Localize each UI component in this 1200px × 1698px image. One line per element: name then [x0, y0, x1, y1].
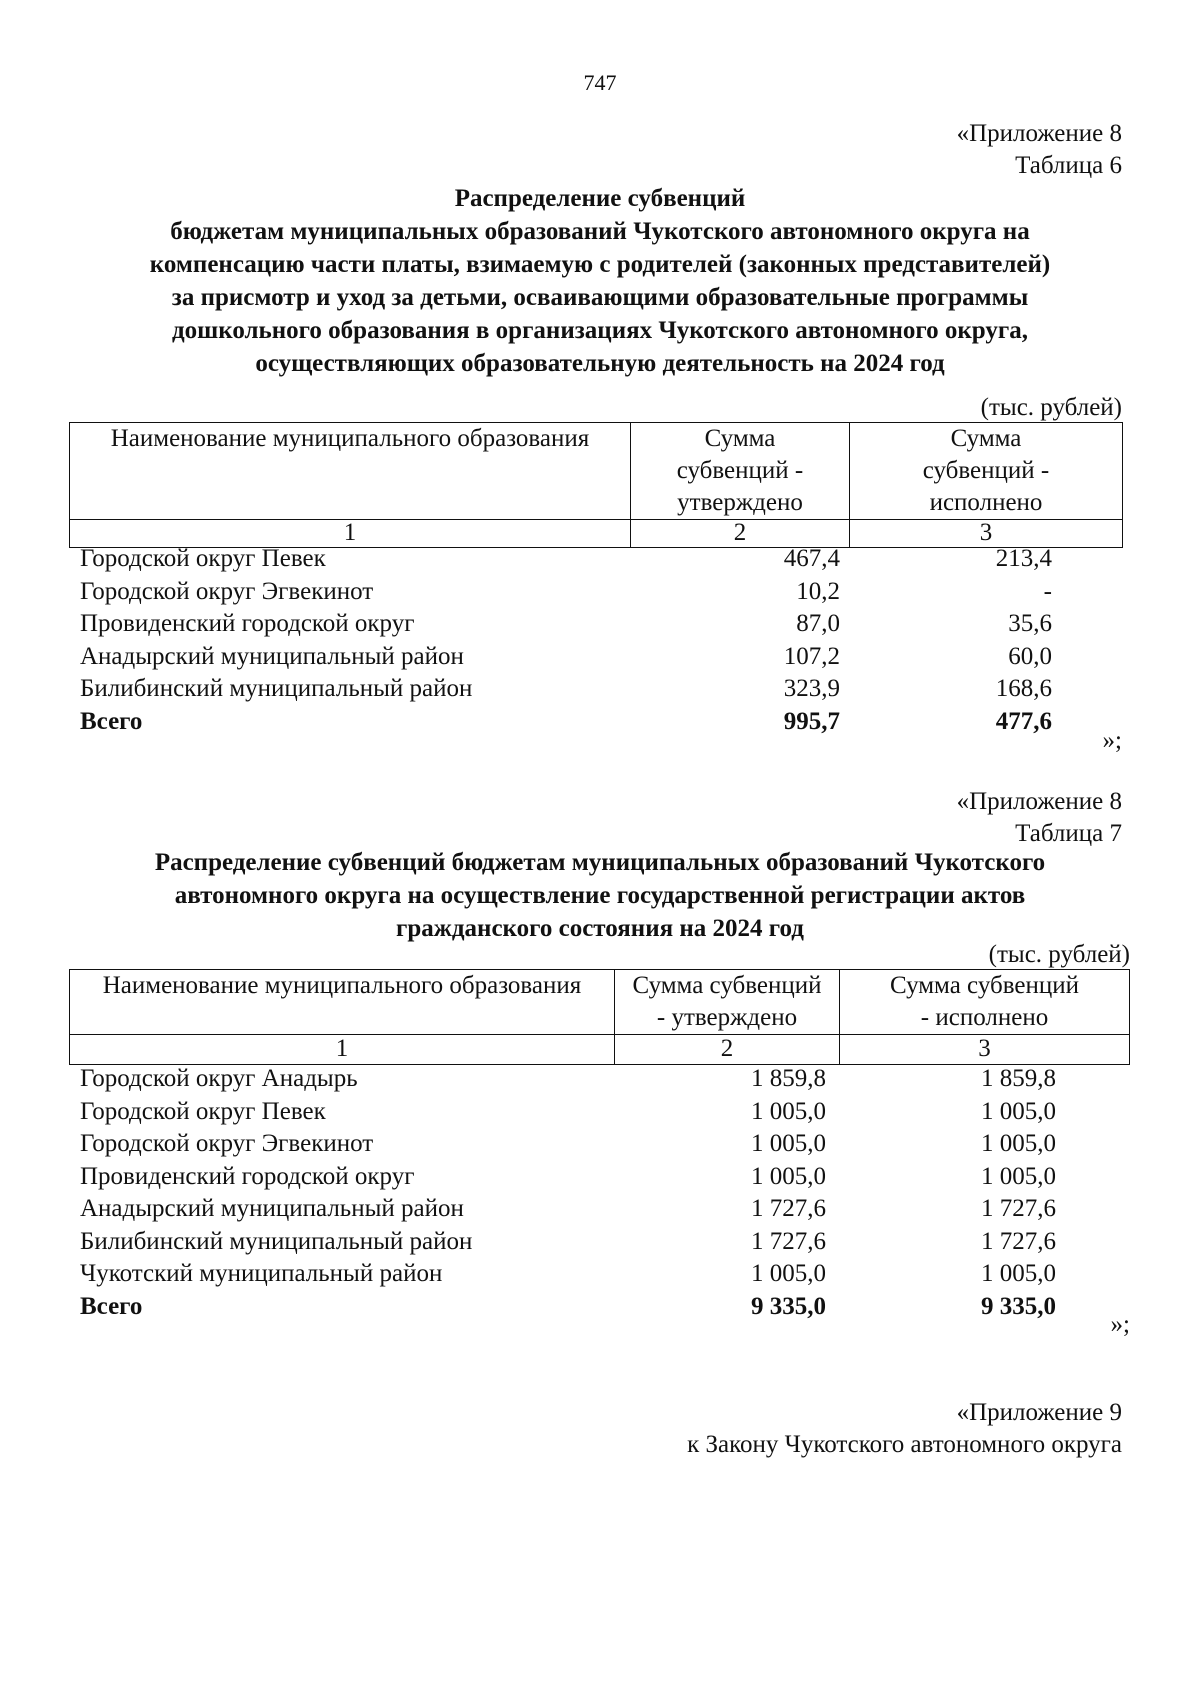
- table7-title: [80, 846, 1120, 945]
- table7-annex-label: «Приложение 8: [956, 788, 1122, 815]
- header-line: субвенций -: [922, 457, 1050, 484]
- table7-colnum-2: 2: [615, 1035, 840, 1065]
- header-line: Сумма субвенций: [632, 972, 822, 999]
- row-executed: 1 859,8: [981, 1065, 1056, 1092]
- table-row: [80, 608, 1052, 641]
- row-approved: 1 005,0: [751, 1260, 826, 1287]
- header-line: - исполнено: [920, 1004, 1049, 1031]
- table-row: [80, 641, 1052, 674]
- row-name: Городской округ Певек: [80, 1097, 326, 1125]
- table6-annex-label: «Приложение 8: [956, 120, 1122, 147]
- table-row: [80, 1096, 1056, 1129]
- table6-title: [80, 182, 1120, 380]
- row-executed: 1 727,6: [981, 1227, 1056, 1255]
- table-row: [80, 1226, 1056, 1259]
- table7-units: (тыс. рублей): [988, 941, 1130, 968]
- table6-colnum-3: 3: [850, 520, 1123, 548]
- row-executed: 1 005,0: [981, 1260, 1056, 1287]
- header-line: субвенций -: [676, 457, 804, 484]
- table6-title-line: осуществляющих образовательную деятельность на 2024 год: [255, 350, 945, 377]
- table7-header-name: Наименование муниципального образования: [70, 970, 615, 1035]
- row-name: Анадырский муниципальный район: [80, 642, 464, 670]
- row-executed: 35,6: [1008, 610, 1052, 637]
- row-name: Провиденский городской округ: [80, 610, 415, 637]
- row-approved: 1 005,0: [751, 1162, 826, 1190]
- header-line: исполнено: [929, 489, 1043, 516]
- table6-header-name: Наименование муниципального образования: [70, 423, 631, 520]
- table-row: [80, 1161, 1056, 1194]
- table6-title-line: бюджетам муниципальных образований Чукотского автономного округа на: [170, 218, 1030, 245]
- row-executed: 1 005,0: [981, 1162, 1056, 1190]
- table7-title-line: Распределение субвенций бюджетам муниципальных образований Чукотского: [154, 849, 1046, 876]
- total-executed: 9 335,0: [981, 1292, 1056, 1320]
- header-line: - утверждено: [656, 1004, 798, 1031]
- total-row: [80, 1291, 1056, 1324]
- row-approved: 1 727,6: [751, 1227, 826, 1255]
- row-name: Провиденский городской округ: [80, 1162, 415, 1190]
- row-approved: 87,0: [796, 610, 840, 637]
- table7-header-executed: [840, 970, 1130, 1035]
- table7-title-line: гражданского состояния на 2024 год: [396, 915, 804, 942]
- table-row: [80, 1258, 1056, 1291]
- table6-header: [69, 422, 1123, 548]
- total-row: [80, 706, 1052, 739]
- table6-header-approved: [631, 423, 850, 520]
- row-executed: 1 727,6: [981, 1195, 1056, 1222]
- table6-end-mark: »;: [1102, 727, 1122, 754]
- table7-number: Таблица 7: [1015, 820, 1122, 847]
- total-approved: 9 335,0: [751, 1292, 826, 1320]
- table6-title-line: компенсацию части платы, взимаемую с родителей (законных представителей): [149, 251, 1051, 278]
- total-label: Всего: [80, 707, 143, 735]
- row-name: Городской округ Певек: [80, 545, 326, 572]
- table7-colnum-3: 3: [840, 1035, 1130, 1065]
- total-label: Всего: [80, 1292, 143, 1320]
- row-approved: 1 727,6: [751, 1195, 826, 1222]
- table7-header: [69, 969, 1130, 1065]
- row-executed: 1 005,0: [981, 1097, 1056, 1125]
- annex9-label: «Приложение 9: [956, 1399, 1122, 1426]
- table-row: [80, 1193, 1056, 1226]
- table6-number: Таблица 6: [1015, 152, 1122, 179]
- total-executed: 477,6: [995, 707, 1052, 735]
- header-line: Сумма субвенций: [890, 972, 1079, 999]
- table-row: [80, 1128, 1056, 1161]
- table7-end-mark: »;: [1110, 1311, 1130, 1338]
- row-approved: 1 005,0: [751, 1097, 826, 1125]
- page-number: 747: [583, 70, 617, 95]
- table-row: [80, 543, 1052, 576]
- row-approved: 1 005,0: [751, 1130, 826, 1157]
- row-approved: 107,2: [783, 642, 840, 670]
- row-name: Анадырский муниципальный район: [80, 1195, 464, 1222]
- row-executed: -: [1043, 577, 1052, 605]
- table7-header-approved: [615, 970, 840, 1035]
- row-approved: 467,4: [783, 545, 840, 572]
- table7-body: [80, 1063, 1056, 1323]
- table7-annex-heading: [957, 786, 1122, 850]
- table-row: [80, 673, 1052, 706]
- row-approved: 1 859,8: [751, 1065, 826, 1092]
- table6-header-executed: [850, 423, 1123, 520]
- table6-annex-heading: [957, 118, 1122, 182]
- table6-title-line: Распределение субвенций: [454, 185, 746, 212]
- row-approved: 323,9: [783, 675, 840, 702]
- table6-colnum-2: 2: [631, 520, 850, 548]
- row-name: Чукотский муниципальный район: [80, 1260, 443, 1287]
- row-executed: 168,6: [995, 675, 1052, 702]
- annex9-law-ref: к Закону Чукотского автономного округа: [687, 1431, 1122, 1458]
- table-row: [80, 1063, 1056, 1096]
- row-executed: 1 005,0: [981, 1130, 1056, 1157]
- row-name: Городской округ Анадырь: [80, 1065, 358, 1092]
- row-name: Городской округ Эгвекинот: [80, 1130, 374, 1157]
- row-name: Билибинский муниципальный район: [80, 675, 473, 702]
- row-name: Билибинский муниципальный район: [80, 1227, 473, 1255]
- row-approved: 10,2: [796, 577, 840, 605]
- row-executed: 60,0: [1008, 642, 1052, 670]
- table6-colnum-1: 1: [70, 520, 631, 548]
- header-line: Сумма: [704, 425, 776, 452]
- table6-title-line: за присмотр и уход за детьми, осваивающими образовательные программы: [171, 284, 1029, 311]
- header-line: Сумма: [950, 425, 1022, 452]
- table7-colnum-1: 1: [70, 1035, 615, 1065]
- row-name: Городской округ Эгвекинот: [80, 577, 374, 605]
- total-approved: 995,7: [783, 707, 840, 735]
- row-executed: 213,4: [995, 545, 1052, 572]
- table6-body: [80, 543, 1052, 738]
- header-line: утверждено: [677, 489, 803, 516]
- table7-title-line: автономного округа на осуществление государственной регистрации актов: [174, 882, 1026, 909]
- table6-units: (тыс. рублей): [980, 394, 1122, 421]
- table-row: [80, 576, 1052, 609]
- table6-title-line: дошкольного образования в организациях Чукотского автономного округа,: [172, 317, 1028, 344]
- annex9-heading: [687, 1397, 1122, 1461]
